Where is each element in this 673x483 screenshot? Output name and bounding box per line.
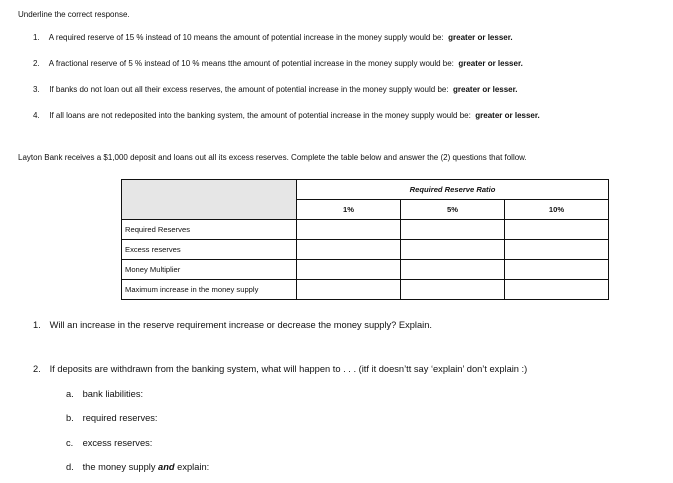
row-label: Maximum increase in the money supply <box>122 280 297 300</box>
row-label: Excess reserves <box>122 240 297 260</box>
table-row <box>122 280 609 300</box>
row-label: Money Multiplier <box>122 260 297 280</box>
question-1 <box>33 33 513 42</box>
question-number: 2. <box>33 59 40 68</box>
table-row <box>122 260 609 280</box>
subitem-text-before: the money supply <box>82 462 159 472</box>
subitem-d <box>66 462 209 472</box>
subitem-c <box>66 438 152 448</box>
question-text: A required reserve of 15 % instead of 10 means the amount of potential increase in the money supply would be: <box>48 33 444 42</box>
answer-cell[interactable] <box>401 220 505 240</box>
column-header: 5% <box>401 200 505 220</box>
answer-cell[interactable] <box>297 280 401 300</box>
scenario-text: Layton Bank receives a $1,000 deposit and loans out all its excess reserves. Complete the table below and answer the (2) questions that follow. <box>18 153 527 162</box>
question-number: 4. <box>33 111 40 120</box>
subitem-text: excess reserves: <box>82 438 153 448</box>
group-header: Required Reserve Ratio <box>297 180 609 200</box>
row-label: Required Reserves <box>122 220 297 240</box>
table-row <box>122 240 609 260</box>
table-row <box>122 220 609 240</box>
answer-choice[interactable]: greater or lesser. <box>458 59 523 68</box>
answer-choice[interactable]: greater or lesser. <box>475 111 540 120</box>
followup-question-1 <box>33 320 432 330</box>
subitem-text-after: explain: <box>174 462 210 472</box>
subitem-b <box>66 413 158 423</box>
answer-cell[interactable] <box>401 240 505 260</box>
answer-cell[interactable] <box>297 260 401 280</box>
subitem-letter: a. <box>66 389 74 399</box>
answer-cell[interactable] <box>297 220 401 240</box>
answer-cell[interactable] <box>401 280 505 300</box>
question-text: If all loans are not redeposited into the banking system, the amount of potential increase in the money supply would be: <box>49 111 471 120</box>
subitem-letter: d. <box>66 462 74 472</box>
answer-cell[interactable] <box>505 260 609 280</box>
answer-cell[interactable] <box>505 220 609 240</box>
question-text: If deposits are withdrawn from the banking system, what will happen to . . . (itf it doesn’tt say ‘explain’ don’t explain :) <box>49 364 528 374</box>
answer-choice[interactable]: greater or lesser. <box>448 33 513 42</box>
column-header: 1% <box>297 200 401 220</box>
subitem-a <box>66 389 143 399</box>
question-text: Will an increase in the reserve requirement increase or decrease the money supply? Explain. <box>49 320 432 330</box>
subitem-emphasis: and <box>158 462 175 472</box>
question-number: 2. <box>33 364 41 374</box>
subitem-text: required reserves: <box>82 413 158 423</box>
reserve-ratio-table <box>121 179 609 300</box>
subitem-text: bank liabilities: <box>82 389 144 399</box>
followup-question-2 <box>33 364 527 374</box>
answer-cell[interactable] <box>505 280 609 300</box>
answer-cell[interactable] <box>401 260 505 280</box>
question-3 <box>33 85 518 94</box>
question-number: 1. <box>33 33 40 42</box>
answer-choice[interactable]: greater or lesser. <box>453 85 518 94</box>
question-4 <box>33 111 540 120</box>
instruction: Underline the correct response. <box>18 10 130 19</box>
question-2 <box>33 59 523 68</box>
question-text: If banks do not loan out all their excess reserves, the amount of potential increase in the money supply would be: <box>49 85 449 94</box>
column-header: 10% <box>505 200 609 220</box>
subitem-letter: c. <box>66 438 74 448</box>
answer-cell[interactable] <box>297 240 401 260</box>
question-text: A fractional reserve of 5 % instead of 10 % means tthe amount of potential increase in the money supply would be: <box>48 59 454 68</box>
question-number: 1. <box>33 320 41 330</box>
table-corner <box>122 180 297 220</box>
subitem-letter: b. <box>66 413 74 423</box>
question-number: 3. <box>33 85 40 94</box>
answer-cell[interactable] <box>505 240 609 260</box>
